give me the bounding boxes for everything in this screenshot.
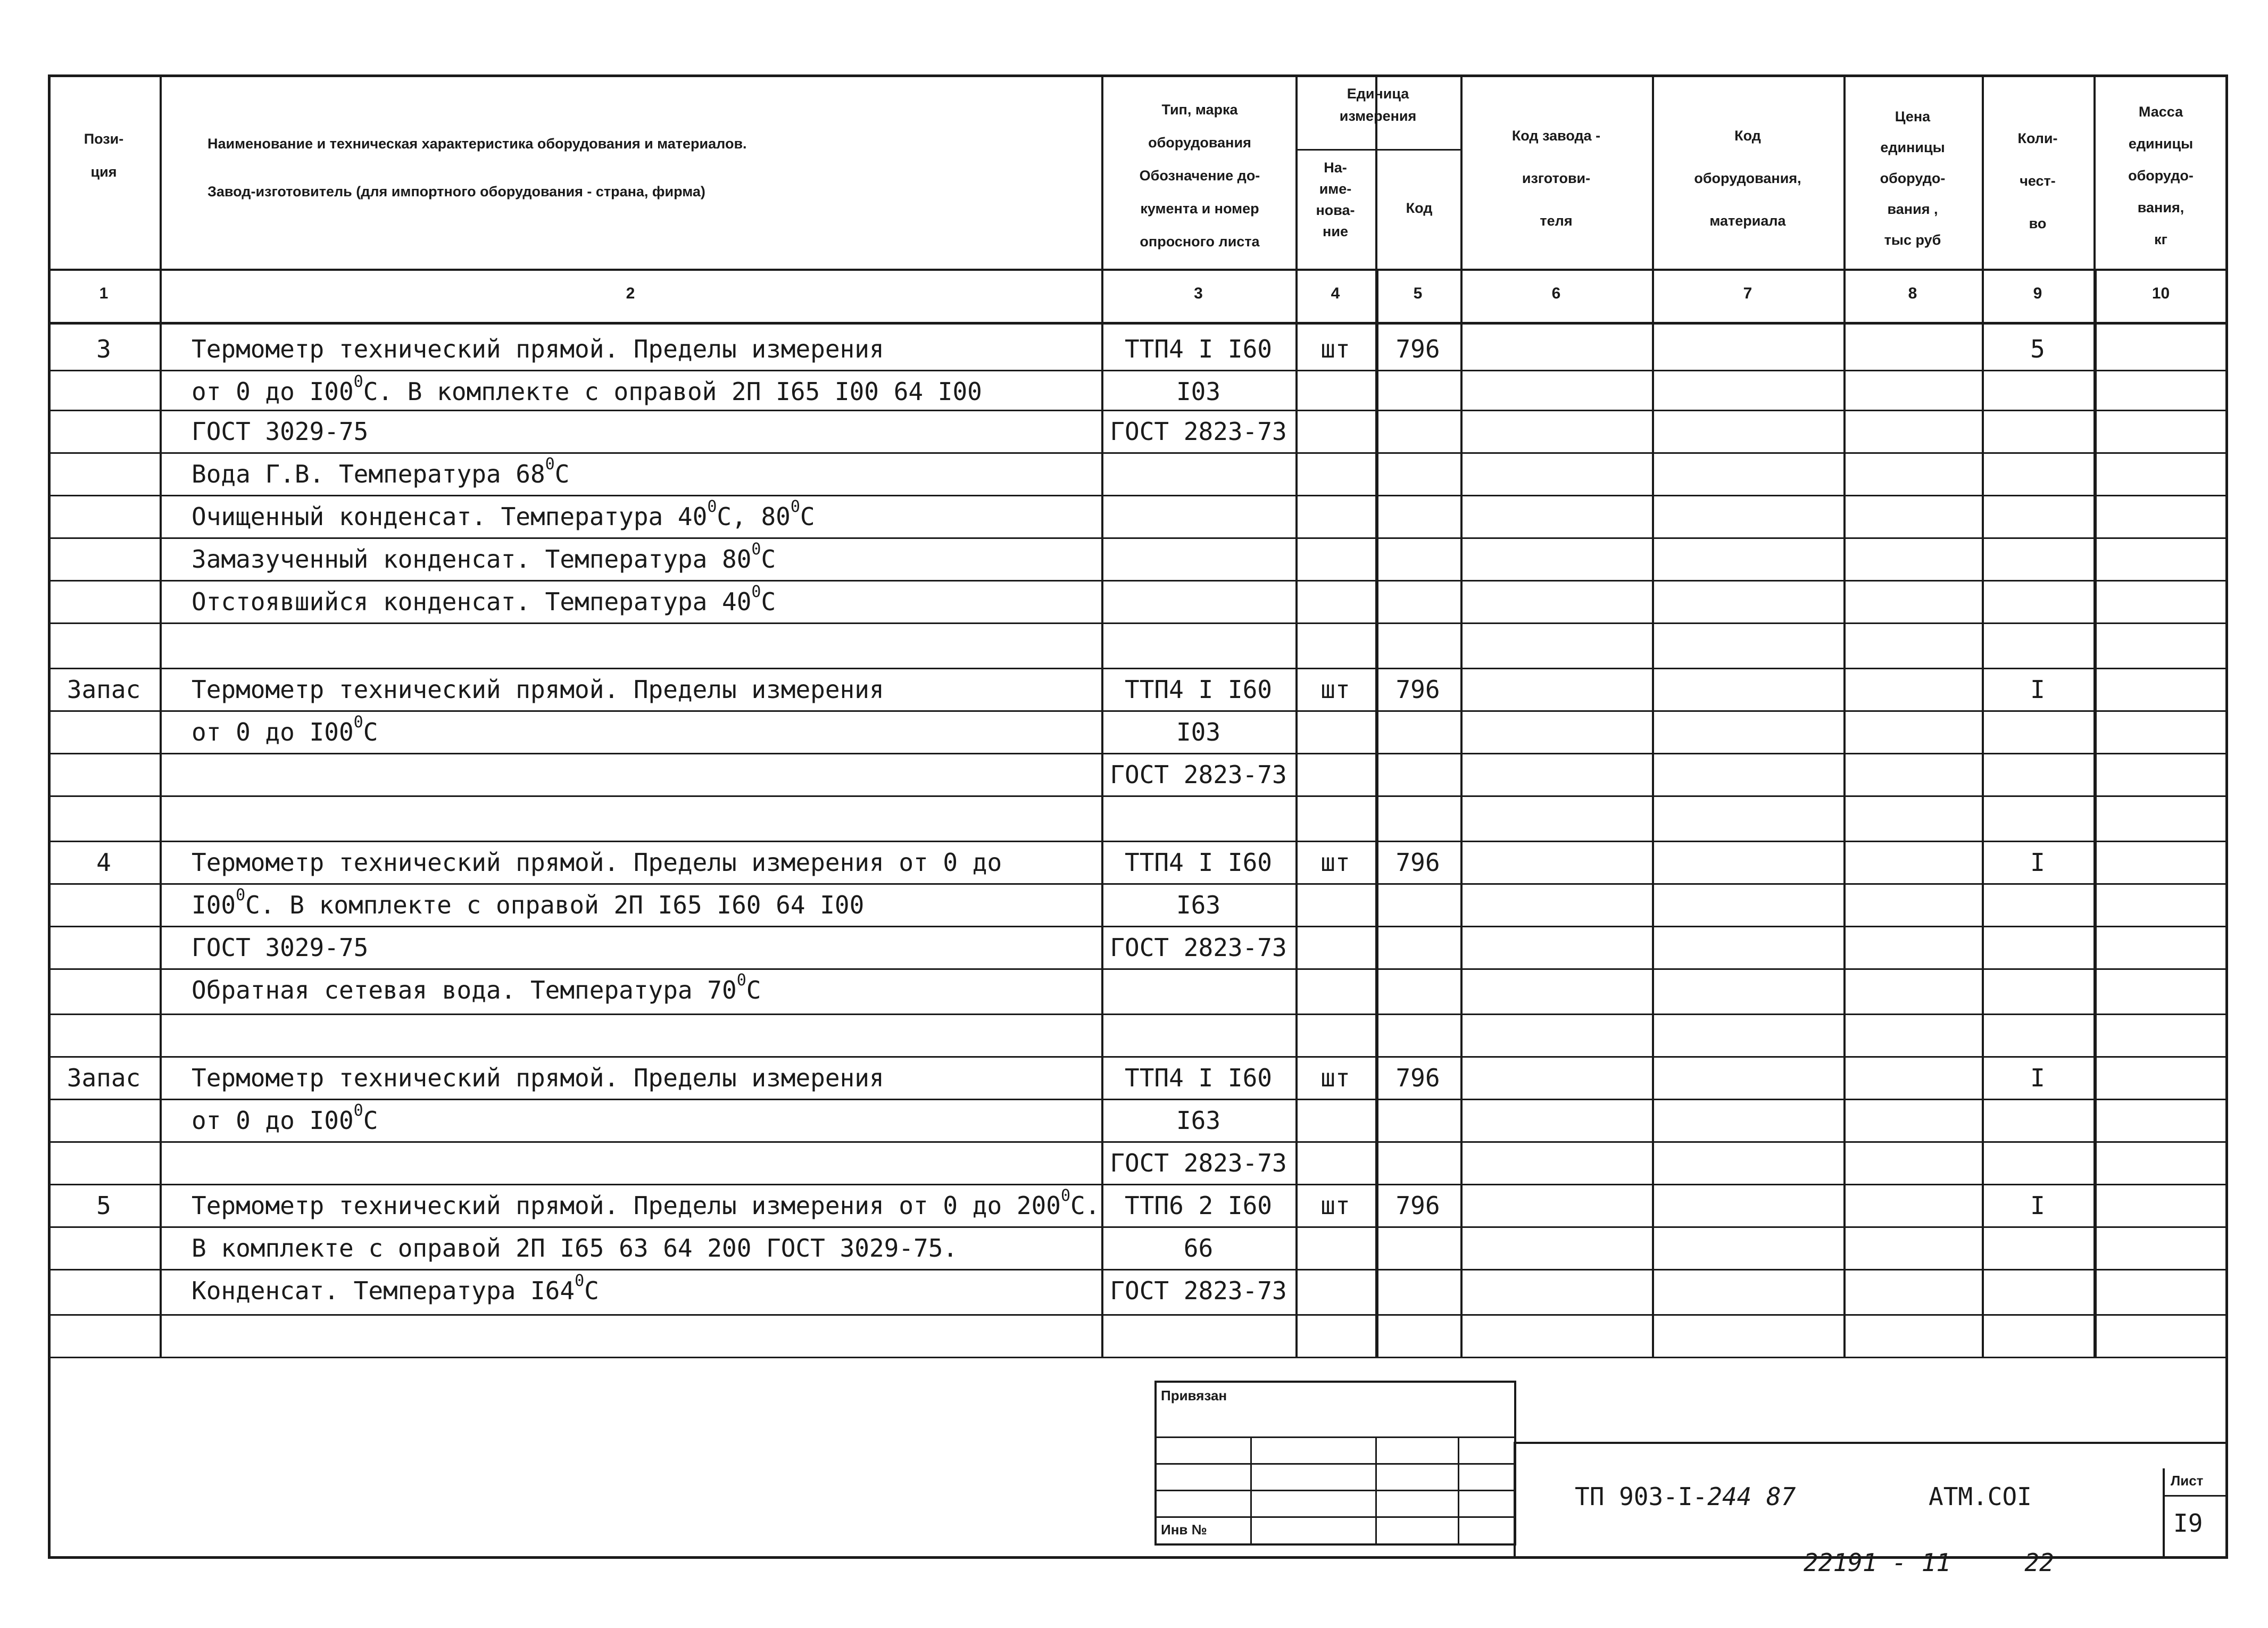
stamp-line	[1154, 1463, 1516, 1465]
title-block-line	[2163, 1468, 2165, 1559]
row-divider	[48, 1184, 2228, 1185]
document-code-handwritten: 244 87	[1707, 1482, 1796, 1511]
unit-code-cell: 796	[1395, 1191, 1440, 1220]
row-divider	[48, 883, 2228, 885]
header-position: Пози- ция	[84, 131, 124, 180]
document-suffix: АТМ.COI	[1929, 1482, 2032, 1511]
header-mass: Масса единицы оборудо- вания, кг	[2128, 104, 2194, 247]
type-cell: ГОСТ 2823-73	[1110, 1149, 1287, 1177]
name-cell: Конденсат. Температура $I64^0С$	[192, 1272, 599, 1305]
row-divider	[48, 1141, 2228, 1143]
position-cell: Запас	[67, 675, 141, 704]
row-divider	[48, 622, 2228, 624]
header-factory-code: Код завода - изготови- теля	[1511, 128, 1601, 229]
column-number: 7	[1743, 285, 1752, 302]
name-cell: В комплекте с оправой 2П I65 63 64 200 ГОСТ 3029-75.	[192, 1234, 958, 1262]
column-divider	[160, 74, 162, 1357]
header-divider	[48, 322, 2228, 325]
column-number: 4	[1331, 285, 1340, 302]
type-cell: 66	[1183, 1234, 1214, 1262]
row-divider	[48, 841, 2228, 842]
unit-name-cell: шт	[1320, 1191, 1350, 1220]
row-divider	[48, 926, 2228, 927]
unit-code-cell: 796	[1395, 675, 1440, 704]
column-number: 8	[1908, 285, 1917, 302]
name-cell: Отстоявшийся конденсат. Температура $40^0С$	[192, 583, 776, 616]
column-number: 9	[2033, 285, 2042, 302]
type-cell: I63	[1176, 1106, 1221, 1135]
type-cell: I03	[1176, 718, 1221, 746]
type-cell: ТТП4 I I60	[1125, 1064, 1272, 1092]
name-cell: Замазученный конденсат. Температура $80^0С$	[192, 540, 776, 574]
column-divider	[1295, 74, 1298, 1357]
name-cell: от 0 до $I00^0С$. В комплекте с оправой 2П I65 I00 64 I00	[192, 372, 982, 406]
header-unit-name: На- име- нова- ние	[1316, 160, 1355, 239]
unit-name-cell: шт	[1320, 335, 1350, 363]
header-divider	[1295, 149, 1460, 151]
unit-name-cell: шт	[1320, 675, 1350, 704]
row-divider	[48, 1269, 2228, 1270]
name-cell: Обратная сетевая вода. Температура $70^0С$	[192, 971, 761, 1004]
column-divider	[1652, 74, 1654, 1357]
stamp-line	[1154, 1436, 1516, 1438]
stamp-line	[1250, 1436, 1252, 1546]
unit-code-cell: 796	[1395, 848, 1440, 877]
header-type: Тип, марка оборудования Обозначение до- кумента и номер опросного листа	[1139, 102, 1260, 250]
column-number: 1	[99, 285, 109, 302]
name-cell: ГОСТ 3029-75	[192, 417, 369, 446]
row-divider	[48, 795, 2228, 797]
name-cell: Термометр технический прямой. Пределы измерения	[192, 1064, 884, 1092]
column-divider	[1843, 74, 1846, 1357]
column-number: 2	[626, 285, 635, 302]
row-divider	[48, 452, 2228, 454]
privyazan-label: Привязан	[1161, 1388, 1227, 1403]
column-number: 3	[1194, 285, 1203, 302]
row-divider	[48, 1314, 2228, 1316]
unit-name-cell: шт	[1320, 848, 1350, 877]
name-cell: Термометр технический прямой. Пределы измерения от 0 до	[192, 848, 1002, 877]
title-block-line	[2163, 1495, 2228, 1497]
type-cell: ТТП4 I I60	[1125, 675, 1272, 704]
type-cell: I03	[1176, 377, 1221, 406]
row-divider	[48, 370, 2228, 371]
quantity-cell: 5	[2030, 335, 2045, 363]
name-cell: Термометр технический прямой. Пределы измерения	[192, 335, 884, 363]
header-quantity: Коли- чест- во	[2017, 130, 2058, 231]
sheet-label: Лист	[2171, 1473, 2204, 1489]
quantity-cell: I	[2030, 848, 2045, 877]
row-divider	[48, 968, 2228, 970]
header-equipment-code: Код оборудования, материала	[1694, 128, 1801, 229]
type-cell: ТТП4 I I60	[1125, 848, 1272, 877]
stamp-line	[1458, 1436, 1459, 1546]
row-divider	[48, 1226, 2228, 1228]
name-cell: Вода Г.В. Температура $68^0С$	[192, 455, 570, 488]
position-cell: 4	[96, 848, 111, 877]
column-divider	[2093, 269, 2097, 1357]
stamp-line	[1154, 1516, 1516, 1518]
type-cell: ГОСТ 2823-73	[1110, 760, 1287, 789]
column-number: 5	[1413, 285, 1423, 302]
quantity-cell: I	[2030, 1064, 2045, 1092]
header-price: Цена единицы оборудо- вания , тыс руб	[1880, 109, 1946, 248]
stamp-line	[1375, 1436, 1377, 1546]
name-cell: Термометр технический прямой. Пределы измерения от 0 до $200^0С$.	[192, 1186, 1100, 1220]
row-divider	[48, 1056, 2228, 1058]
stamp-line	[1154, 1490, 1516, 1491]
name-cell: от 0 до $I00^0С$	[192, 713, 378, 746]
quantity-cell: I	[2030, 675, 2045, 704]
column-number: 10	[2151, 285, 2170, 302]
inv-number-label: Инв №	[1161, 1522, 1207, 1538]
row-divider	[48, 537, 2228, 539]
column-divider	[1982, 74, 1984, 1357]
header-divider	[48, 269, 2228, 271]
column-number: 6	[1551, 285, 1561, 302]
name-cell: от 0 до $I00^0С$	[192, 1101, 378, 1135]
row-divider	[48, 580, 2228, 582]
name-cell: Очищенный конденсат. Температура $40^0С$, $80^0С$	[192, 497, 815, 531]
row-divider	[48, 1014, 2228, 1015]
header-unit-code: Код	[1406, 200, 1433, 216]
header-name: Наименование и техническая характеристика оборудования и материалов. Завод-изготовитель (для импортного оборудования - страна, фирма)	[207, 136, 747, 200]
column-divider	[1460, 74, 1463, 1357]
type-cell: ТТП4 I I60	[1125, 335, 1272, 363]
position-cell: 5	[96, 1191, 111, 1220]
name-cell: Термометр технический прямой. Пределы измерения	[192, 675, 884, 704]
quantity-cell: I	[2030, 1191, 2045, 1220]
header-unit: Единица измерения	[1339, 86, 1417, 124]
name-cell: $I00^0С$. В комплекте с оправой 2П I65 I60 64 I00	[192, 886, 865, 919]
row-divider	[48, 753, 2228, 754]
unit-code-cell: 796	[1395, 335, 1440, 363]
type-cell: ТТП6 2 I60	[1125, 1191, 1272, 1220]
position-cell: Запас	[67, 1064, 141, 1092]
unit-code-cell: 796	[1395, 1064, 1440, 1092]
name-cell: ГОСТ 3029-75	[192, 933, 369, 962]
document-code: ТП 903-I-244 87	[1575, 1482, 1796, 1511]
unit-name-cell: шт	[1320, 1064, 1350, 1092]
row-divider	[48, 1099, 2228, 1100]
type-cell: ГОСТ 2823-73	[1110, 417, 1287, 446]
row-divider	[48, 495, 2228, 496]
type-cell: ГОСТ 2823-73	[1110, 933, 1287, 962]
row-divider	[48, 410, 2228, 411]
archive-number-handwritten: 22191 - 11 22	[1804, 1548, 2054, 1577]
row-divider	[48, 710, 2228, 712]
sheet-number: I9	[2173, 1509, 2203, 1538]
row-divider	[48, 1357, 2228, 1358]
type-cell: I63	[1176, 891, 1221, 919]
row-divider	[48, 668, 2228, 669]
type-cell: ГОСТ 2823-73	[1110, 1276, 1287, 1305]
position-cell: 3	[96, 335, 111, 363]
